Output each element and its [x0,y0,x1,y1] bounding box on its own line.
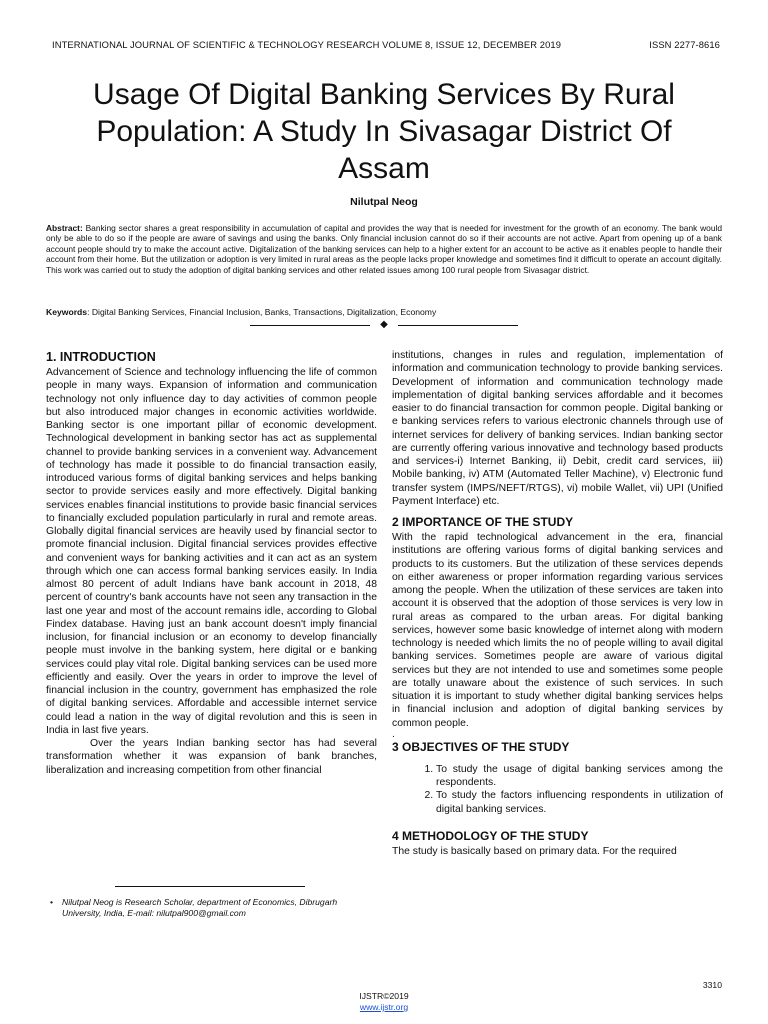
objective-item: 1. To study the usage of digital banking services among the respondents. [436,763,723,790]
stray-dot: . [392,728,395,740]
footer-copyright: IJSTR©2019 [359,991,409,1001]
introduction-paragraph-2: Over the years Indian banking sector has had several transformation whether it was expansion of bank branches, liberalization and increasing competition from other financial [46,738,377,776]
methodology-paragraph: The study is basically based on primary data. For the required [392,845,677,857]
footnote-text: Nilutpal Neog is Research Scholar, department of Economics, Dibrugarh University, India, E-mail: nilutpal900@gmail.com [62,897,338,918]
importance-heading: 2 IMPORTANCE OF THE STUDY [392,515,574,529]
abstract [46,223,722,275]
page-number: 3310 [702,980,722,990]
right-column [392,349,723,858]
keywords [46,307,722,318]
importance-paragraph: With the rapid technological advancement in the era, financial institutions are offering various forms of digital banking services and products to its customers. But the utilization of these services depends on either awareness or proper information regarding various services among the people. When the utilization of these services are taken into account it is observed that the adoption of those services is very low in rural areas as compared to the urban areas. For digital banking services, however some basic knowledge of internet along with modern technology is needed which limits the no of people willing to avail digital banking services. Sometimes people are aware of various digital services but they are not intended to use and sometimes some people are totally unaware about the existence of such services. In such situation it is important to study whether digital banking services helps in financial inclusion and adoption of digital banking services by common people. [392,532,723,729]
methodology-heading: 4 METHODOLOGY OF THE STUDY [392,828,589,843]
journal-header [52,39,720,50]
abstract-label: Abstract: [46,223,83,233]
bullet-icon: • [50,897,54,907]
footnote-rule [115,886,305,887]
keywords-label: Keywords [46,307,88,317]
author-footnote [50,897,370,918]
author-name: Nilutpal Neog [350,196,418,208]
page-footer [0,991,768,1013]
divider-line-right [398,325,518,326]
diamond-icon: ◆ [380,319,388,330]
objectives-list [412,763,723,816]
introduction-heading: 1. INTRODUCTION [46,350,156,364]
journal-name: INTERNATIONAL JOURNAL OF SCIENTIFIC & TECHNOLOGY RESEARCH VOLUME 8, ISSUE 12, DECEMBER 2019 [52,39,562,50]
introduction-paragraph-3: institutions, changes in rules and regulation, implementation of information and communication technology to provide banking services. Development of information and communication technology made implementation of digital banking services affordable and it becomes easier to do financial transaction for common people. Digital banking or e banking services refers to various electronic channels through use of internet services for delivery of banking services. Indian banking sector are currently offering various innovative and technology based products and services-i) Internet Banking, ii) Debit, credit card services, iii) Mobile banking, iv) ATM (Automated Teller Machine), v) Electronic fund transfer system (IMPS/NEFT/RTGS), vi) mobile Wallet, vii) UPI (Unified Payment Interface) etc. [392,350,723,507]
objectives-heading: 3 OBJECTIVES OF THE STUDY [392,739,570,754]
paper-title: Usage Of Digital Banking Services By Rural Population: A Study In Sivasagar District Of Assam [93,78,675,185]
introduction-paragraph-1: Advancement of Science and technology influencing the life of common people in many ways. Expansion of information and communication technology not only influence day to day activities of common people but also introduced major changes in economic activities worldwide. Banking sector is one important pillar of economic development. Technological development in banking sector has act as supplemental channel to provide banking services in a convenient way. Advancement of technology has made it possible to do financial transaction easily, introduced various forms of digital banking services and helps banking sector to provide services easily and more effectively. Digital banking services enables financial institutions to provide basic financial services to financially excluded population particularly in rural and remote areas. Globally digital financial services are heavily used by financial sector to promote financial inclusion. Digital financial services provides effective and convenient ways for banking activities and it can act as an system through which one can access formal banking services easily. In India almost 80 percent of adult Indians have bank account in 2018, 48 percent of country's bank accounts have not seen any transaction in the last one year and most of the account remains idle, according to Global Findex database. Having just an bank account doesn't imply financial inclusion, for financial inclusion or an economy to develop financially people must involve in the banking system, here digital or e banking services could play vital role. Digital banking services can be used more efficiently and easily. Over the years in order to improve the level of financial inclusion in the country, government has emphasized the role of digital banking services. Affordable and accessible internet service could lead a nation in the way of digital revolution and this is seen in India in last five years. [46,367,377,736]
section-divider [0,320,768,330]
left-column [46,349,377,777]
keywords-text: : Digital Banking Services, Financial Inclusion, Banks, Transactions, Digitalization, Economy [87,307,437,317]
journal-url-link[interactable]: www.ijstr.org [359,1002,409,1012]
abstract-text: Banking sector shares a great responsibility in accumulation of capital and provides the way that is needed for investment for the growth of an economy. The bank would only be able to do so if the people are aware of savings and using the banks. Only financial inclusion cannot do so if their accounts are not active. Apart from opening up of a bank account people should try to make the account active. Digitalization of the banking services can help to a higher extent for an account to be active as it enables people to handle their account from their home. But the utilization or adoption is very limited in rural areas as the people lacks proper knowledge and sometimes find it difficult to operate an account digitally. This work was carried out to study the adoption of digital banking services and other related issues among 100 rural people from Sivasagar district. [46,223,722,275]
objective-item: 2. To study the factors influencing respondents in utilization of digital banking services. [436,789,723,816]
issn: ISSN 2277-8616 [649,39,720,50]
divider-line-left [250,325,370,326]
